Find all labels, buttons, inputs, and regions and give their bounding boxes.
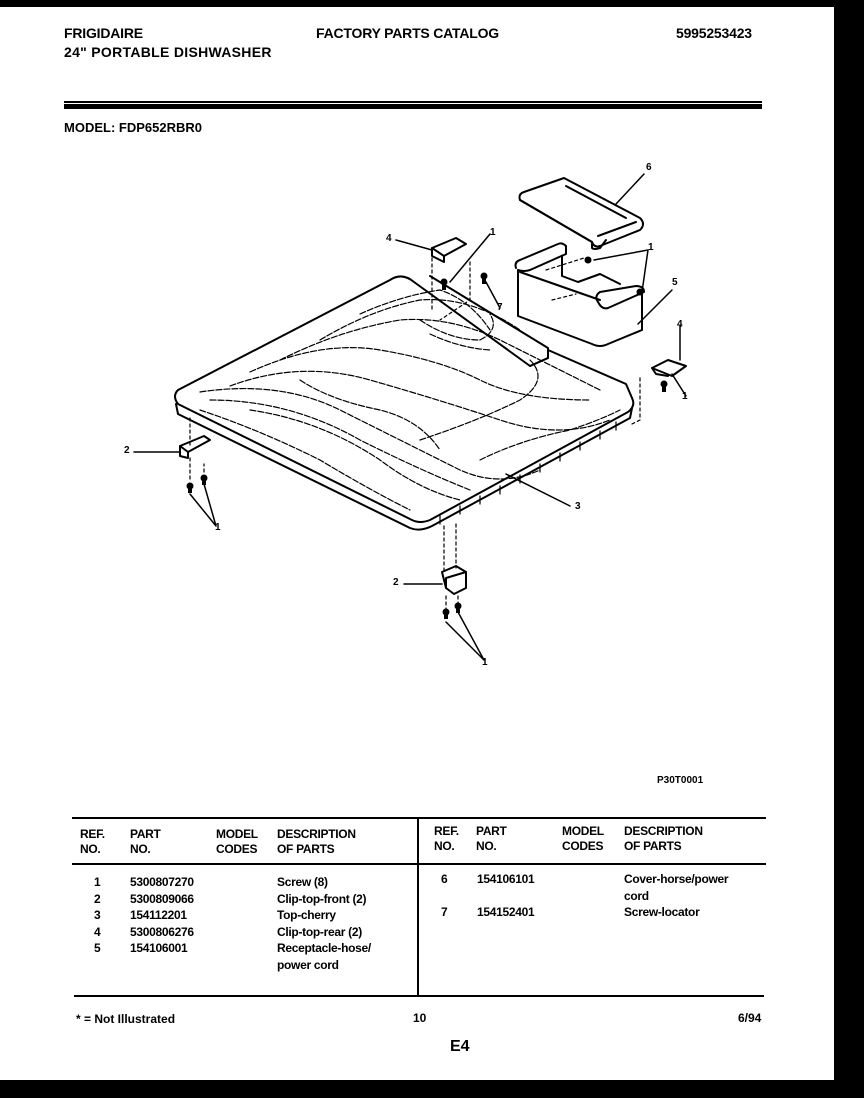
table-row-desc-cont: cord: [624, 888, 649, 903]
col-header-ref: REF. NO.: [434, 824, 459, 853]
section-code: E4: [450, 1038, 470, 1055]
page-number: 10: [413, 1011, 427, 1025]
exploded-parts-diagram: [0, 7, 834, 807]
table-column-divider: [417, 817, 419, 997]
table-row-desc: Clip-top-front (2): [277, 891, 367, 906]
table-row-desc-cont: power cord: [277, 957, 339, 972]
col-header-desc: DESCRIPTION OF PARTS: [277, 827, 356, 856]
left-part-column: [130, 874, 194, 957]
callout-4: 4: [386, 233, 392, 244]
table-row-ref: 2: [94, 891, 101, 906]
model-label: MODEL: FDP652RBR0: [64, 120, 202, 135]
table-row-ref: 5: [94, 941, 101, 955]
left-desc-column: [277, 874, 371, 973]
table-row-desc: Screw (8): [277, 875, 328, 889]
table-row-desc: Clip-top-rear (2): [277, 924, 362, 939]
left-ref-column: [94, 874, 100, 957]
table-row-ref: 3: [94, 908, 101, 922]
callout-3: 3: [575, 501, 581, 512]
col-header-part: PART NO.: [476, 824, 507, 853]
table-row-desc: Top-cherry: [277, 908, 336, 922]
figure-code: P30T0001: [657, 775, 704, 786]
table-bottom-rule: [74, 995, 764, 997]
top-cherry-part: [175, 276, 633, 530]
table-row-part-no: 154152401: [477, 905, 535, 919]
table-row-desc: Screw-locator: [624, 905, 700, 919]
callout-4: 4: [677, 319, 683, 330]
table-row-ref: 4: [94, 924, 101, 939]
table-row-part-no: 5300806276: [130, 924, 194, 939]
callout-1: 1: [482, 657, 488, 668]
callout-1: 1: [490, 227, 496, 238]
table-row-part-no: 154106001: [130, 941, 188, 955]
cover-part: [520, 178, 644, 249]
table-row-desc: Receptacle-hose/: [277, 941, 371, 955]
right-ref-column: [441, 871, 447, 921]
catalog-page: [0, 7, 834, 1080]
right-part-column: [477, 871, 534, 921]
callout-6: 6: [646, 162, 652, 173]
col-header-part: PART NO.: [130, 827, 161, 856]
right-desc-column: [624, 871, 728, 921]
catalog-number: 5995253423: [676, 25, 752, 41]
callout-5: 5: [672, 277, 678, 288]
clip-top-rear-right: [652, 360, 686, 376]
brand-name: FRIGIDAIRE: [64, 25, 143, 41]
callout-1: 1: [682, 391, 688, 402]
table-row-ref: 7: [441, 905, 448, 919]
table-row-part-no: 154112201: [130, 908, 187, 922]
table-row-ref: 1: [94, 875, 101, 889]
col-header-model: MODEL CODES: [562, 824, 604, 853]
table-top-rule: [72, 817, 766, 819]
table-row-part-no: 154106101: [477, 872, 535, 886]
table-row-ref: 6: [441, 872, 448, 886]
table-header-rule: [72, 863, 766, 865]
table-row-part-no: 5300809066: [130, 891, 194, 906]
callout-2: 2: [124, 445, 130, 456]
clip-top-front-left: [180, 436, 210, 458]
receptacle-part: [516, 243, 645, 346]
table-row-part-no: 5300807270: [130, 875, 194, 889]
clip-top-rear-upper: [432, 238, 466, 262]
revision-date: 6/94: [738, 1011, 762, 1025]
callout-1: 1: [648, 242, 654, 253]
col-header-ref: REF. NO.: [80, 827, 105, 856]
callout-2: 2: [393, 577, 399, 588]
callout-1: 1: [215, 522, 221, 533]
clip-top-front-bottom: [442, 566, 466, 594]
not-illustrated-note: * = Not Illustrated: [76, 1012, 176, 1026]
col-header-desc: DESCRIPTION OF PARTS: [624, 824, 703, 853]
product-name: 24" PORTABLE DISHWASHER: [64, 44, 272, 60]
col-header-model: MODEL CODES: [216, 827, 258, 856]
table-row-desc: Cover-horse/power: [624, 872, 729, 886]
callout-7: 7: [497, 302, 503, 313]
catalog-title: FACTORY PARTS CATALOG: [316, 25, 499, 41]
